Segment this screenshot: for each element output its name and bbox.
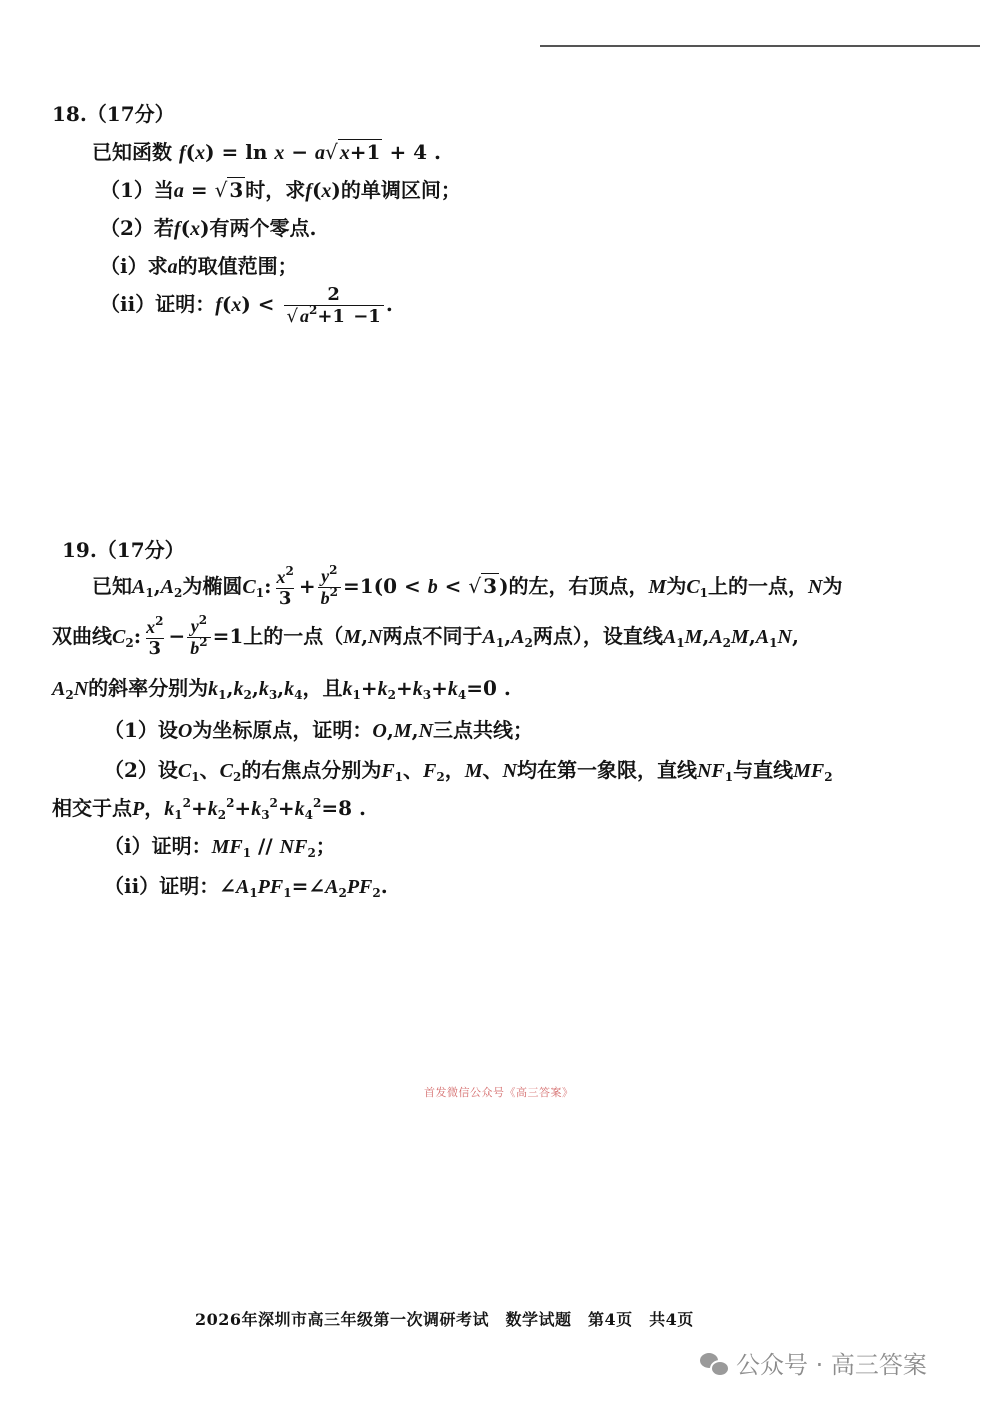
q18-sub-ii: （ii）证明：f(x) < $\frac{2}{√ a^2+1 -1}$ . bbox=[100, 283, 393, 327]
q19-header: 19.（17分） bbox=[62, 538, 185, 562]
q19-line2: 双曲线$C_2$: $\frac{x^2}{3}$ − $\frac{y^2}{b^2}$ =1上的一点（M,N两点不同于$A_1,A_2$两点），设直线$A_1M,A_2M,A_1N$, bbox=[52, 613, 799, 659]
q18-header: 18.（17分） bbox=[52, 102, 175, 126]
brand-label: 公众号 · 高三答案 bbox=[736, 1351, 927, 1379]
q19-line3: $A_2N$的斜率分别为$k_1,k_2,k_3,k_4$，且$k_1+k_2+k_3+k_4=0$ . bbox=[52, 676, 511, 702]
q18-sub-i: （i）求a的取值范围； bbox=[100, 254, 298, 278]
q19-part2: （2）设$C_1$、$C_2$的右焦点分别为$F_1$、$F_2$，M、N均在第一象限，直线$NF_1$与直线$MF_2$ bbox=[104, 758, 833, 784]
q19-sub-ii: （ii）证明：$\angle A_1PF_1=\angle A_2PF_2$. bbox=[104, 874, 388, 900]
q18-fraction: $\frac{2}{√ a^2+1 -1}$ bbox=[284, 285, 384, 327]
watermark-text: 首发微信公众号《高三答案》 bbox=[424, 1086, 574, 1099]
brand-badge bbox=[700, 1345, 927, 1380]
q19-part1: （1）设O为坐标原点，证明：O,M,N三点共线； bbox=[104, 718, 534, 742]
q19-part2-cont: 相交于点P，$k_1^2+k_2^2+k_3^2+k_4^2=8$ . bbox=[52, 796, 366, 822]
q18-part1: （1）当a = √ 3 时，求f(x)的单调区间； bbox=[100, 178, 461, 202]
q18-stem: 已知函数 f(x) = ln x − a√ x+1 + 4 . bbox=[92, 140, 442, 164]
wechat-icon bbox=[700, 1351, 728, 1375]
page-footer: 2026年深圳市高三年级第一次调研考试 数学试题 第4页 共4页 bbox=[195, 1310, 694, 1329]
q19-sub-i: （i）证明：$MF_1 // NF_2$； bbox=[104, 834, 336, 860]
top-rule bbox=[540, 45, 980, 47]
q18-part2: （2）若f(x)有两个零点. bbox=[100, 216, 317, 240]
q19-line1: 已知$A_1,A_2$为椭圆$C_1$: $\frac{x^2}{3}$ + $\frac{y^2}{b^2}$ =1(0 < b < √ 3 )的左，右顶点，M为$C_1$上的一点，N为 bbox=[92, 563, 843, 609]
